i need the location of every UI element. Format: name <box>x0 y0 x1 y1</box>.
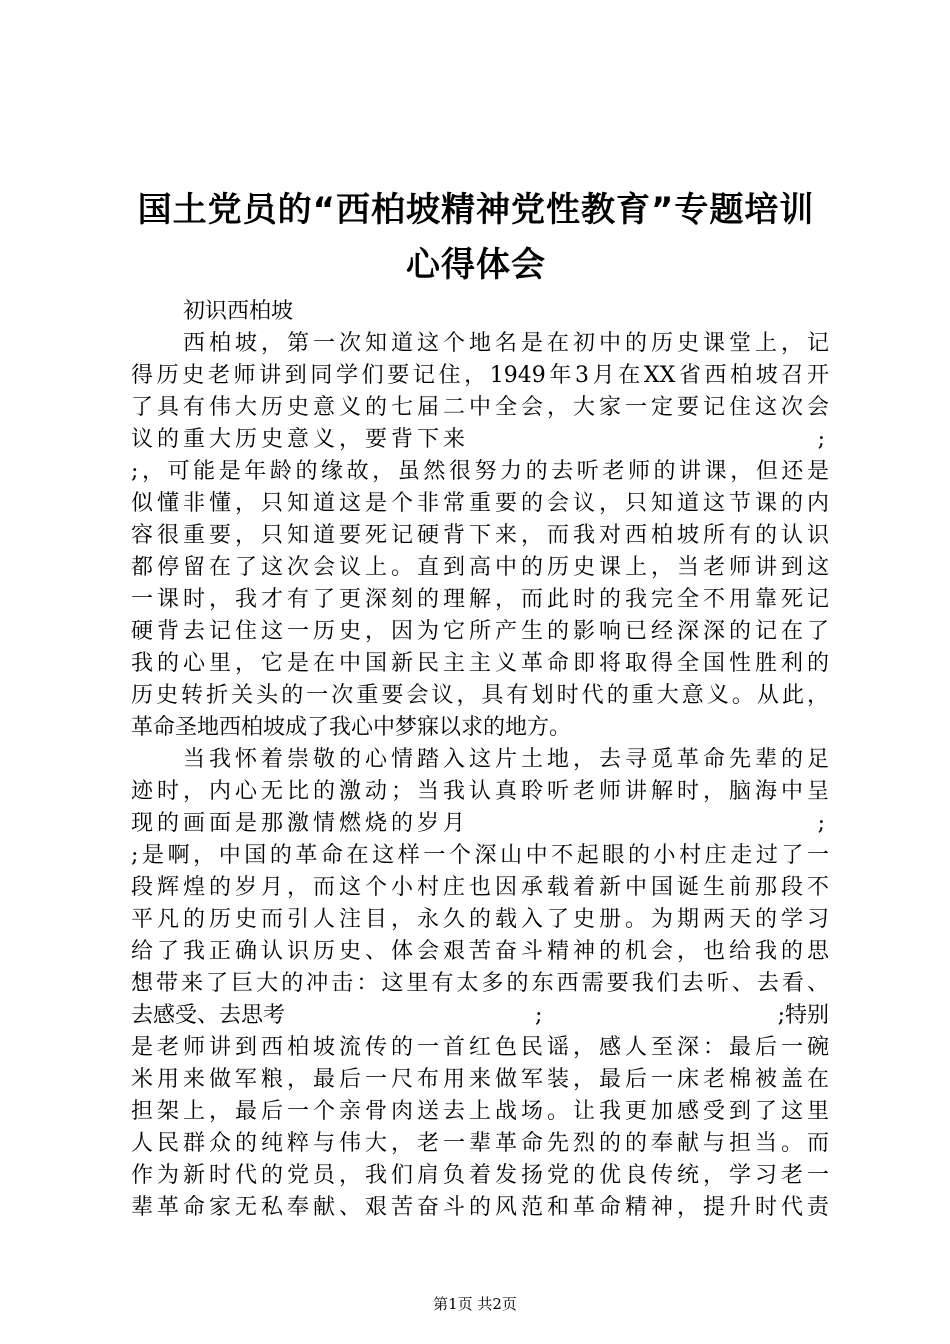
body-line-text: 议的重大历史意义，要背下来 <box>131 427 470 452</box>
body-line: 一课时，我才有了更深刻的理解，而此时的我完全不用靠死记 <box>131 587 829 612</box>
section-heading: 初识西柏坡 <box>183 299 294 324</box>
body-line: 迹时，内心无比的激动；当我认真聆听老师讲解时，脑海中呈 <box>131 779 829 804</box>
semicolon-mark: ; <box>817 427 825 452</box>
body-line: ;，可能是年龄的缘故，虽然很努力的去听老师的讲课，但还是 <box>131 459 829 484</box>
body-line: 段辉煌的岁月，而这个小村庄也因承载着新中国诞生前那段不 <box>131 875 829 900</box>
body-line: 当我怀着崇敬的心情踏入这片土地，去寻觅革命先辈的足 <box>183 747 829 772</box>
body-line: 担架上，最后一个亲骨肉送去上战场。让我更加感受到了这里 <box>131 1099 829 1124</box>
body-line: 是老师讲到西柏坡流传的一首红色民谣，感人至深：最后一碗 <box>131 1035 829 1060</box>
body-line-text: 现的画面是那激情燃烧的岁月 <box>131 811 470 836</box>
body-line-with-gap <box>131 808 829 840</box>
document-title-line-2: 心得体会 <box>406 245 546 285</box>
body-line: 硬背去记住这一历史，因为它所产生的影响已经深深的记在了 <box>131 619 829 644</box>
body-line-with-gap <box>131 1000 829 1032</box>
body-line: ;是啊，中国的革命在这样一个深山中不起眼的小村庄走过了一 <box>131 843 829 868</box>
body-line: 历史转折关头的一次重要会议，具有划时代的重大意义。从此， <box>131 683 829 708</box>
page-footer: 第1页 共2页 <box>433 1295 517 1313</box>
body-line-text: 去感受、去思考 <box>131 1003 286 1028</box>
body-line: 西柏坡，第一次知道这个地名是在初中的历史课堂上，记 <box>183 331 829 356</box>
body-line: 我的心里，它是在中国新民主主义革命即将取得全国性胜利的 <box>131 651 829 676</box>
body-line: 革命圣地西柏坡成了我心中梦寐以求的地方。 <box>131 715 572 740</box>
body-line: 米用来做军粮，最后一尺布用来做军装，最后一床老棉被盖在 <box>131 1067 829 1092</box>
body-line: 人民群众的纯粹与伟大，老一辈革命先烈的的奉献与担当。而 <box>131 1131 829 1156</box>
document-title-line-1: 国土党员的“西柏坡精神党性教育”专题培训 <box>137 190 815 230</box>
semicolon-mark: ; <box>535 1003 543 1028</box>
body-line: 给了我正确认识历史、体会艰苦奋斗精神的机会，也给我的思 <box>131 939 829 964</box>
body-line: 作为新时代的党员，我们肩负着发扬党的优良传统，学习老一 <box>131 1163 829 1188</box>
body-line: 想带来了巨大的冲击：这里有太多的东西需要我们去听、去看、 <box>131 971 829 996</box>
semicolon-mark: ; <box>817 811 825 836</box>
body-line: 得历史老师讲到同学们要记住，1949年3月在XX省西柏坡召开 <box>131 363 829 388</box>
body-line: 了具有伟大历史意义的七届二中全会，大家一定要记住这次会 <box>131 395 829 420</box>
body-line: 似懂非懂，只知道这是个非常重要的会议，只知道这节课的内 <box>131 491 829 516</box>
body-line-with-gap <box>131 424 829 456</box>
body-line-tail: ;特别 <box>777 1003 829 1028</box>
body-line: 都停留在了这次会议上。直到高中的历史课上，当老师讲到这 <box>131 555 829 580</box>
body-line: 平凡的历史而引人注目，永久的载入了史册。为期两天的学习 <box>131 907 829 932</box>
body-line: 容很重要，只知道要死记硬背下来，而我对西柏坡所有的认识 <box>131 523 829 548</box>
body-line: 辈革命家无私奉献、艰苦奋斗的风范和革命精神，提升时代责 <box>131 1195 829 1220</box>
